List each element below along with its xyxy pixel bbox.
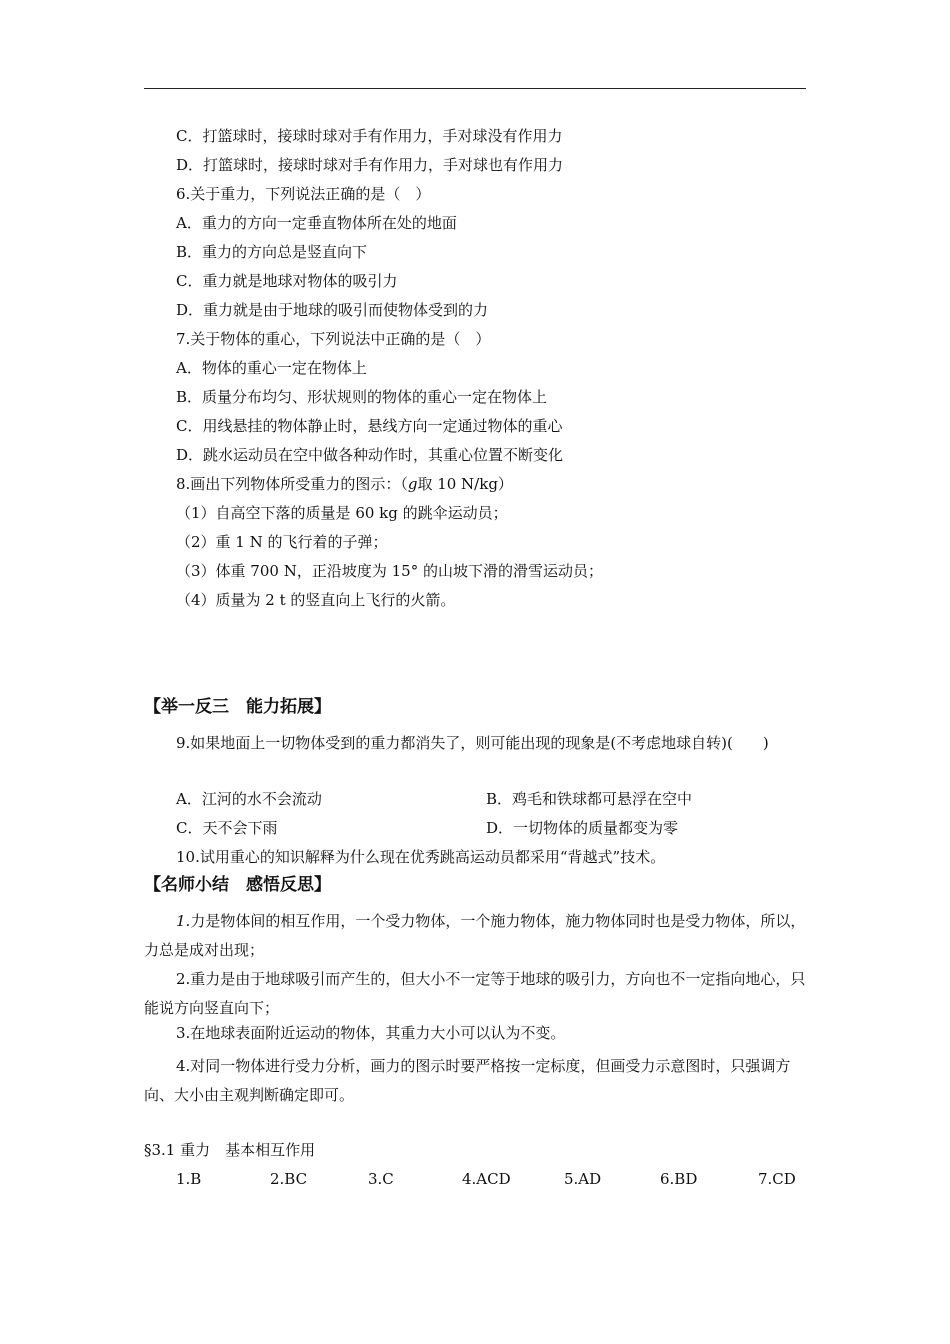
summary-point-3: 3.在地球表面附近运动的物体，其重力大小可以认为不变。 <box>176 1024 566 1042</box>
summary-point-4: 4.对同一物体进行受力分析，画力的图示时要严格按一定标度，但画受力示意图时，只强调方向、大小由主观判断确定即可。 <box>144 1057 791 1104</box>
q6-option-b: B．重力的方向总是竖直向下 <box>176 243 368 261</box>
section-heading-extend: 【举一反三 能力拓展】 <box>144 697 331 717</box>
q7-option-d: D．跳水运动员在空中做各种动作时，其重心位置不断变化 <box>176 446 564 464</box>
q6-option-d: D．重力就是由于地球的吸引而使物体受到的力 <box>176 301 489 319</box>
q6-stem: 6.关于重力，下列说法正确的是（ ） <box>176 185 431 203</box>
q5-option-c: C．打篮球时，接球时球对手有作用力，手对球没有作用力 <box>176 127 563 145</box>
summary-point-1-number: 1. <box>176 912 191 930</box>
q5-option-d: D．打篮球时，接球时球对手有作用力，手对球也有作用力 <box>176 156 564 174</box>
answers-title: §3.1 重力 基本相互作用 <box>144 1141 316 1159</box>
q6-option-a: A．重力的方向一定垂直物体所在处的地面 <box>176 214 457 232</box>
q9-option-c: C．天不会下雨 <box>176 819 278 837</box>
answer-item: 4.ACD <box>462 1170 511 1188</box>
answer-item: 3.C <box>368 1170 394 1188</box>
section-heading-summary: 【名师小结 感悟反思】 <box>144 875 331 895</box>
q8-subitem-1: （1）自高空下落的质量是 60 kg 的跳伞运动员； <box>176 504 508 522</box>
q7-stem: 7.关于物体的重心，下列说法中正确的是（ ） <box>176 330 491 348</box>
q9-option-b: B．鸡毛和铁球都可悬浮在空中 <box>486 790 693 808</box>
summary-point-1 <box>144 907 806 965</box>
q8-stem <box>176 474 513 494</box>
answer-item: 6.BD <box>660 1170 698 1188</box>
q9-option-a: A．江河的水不会流动 <box>176 790 322 808</box>
q7-option-b: B．质量分布均匀、形状规则的物体的重心一定在物体上 <box>176 388 548 406</box>
q8-subitem-4: （4）质量为 2 t 的竖直向上飞行的火箭。 <box>176 591 456 609</box>
q8-stem-g: g <box>407 475 418 493</box>
q8-subitem-3: （3）体重 700 N，正沿坡度为 15° 的山坡下滑的滑雪运动员； <box>176 562 603 580</box>
answer-item: 7.CD <box>758 1170 796 1188</box>
q10-stem: 10.试用重心的知识解释为什么现在优秀跳高运动员都采用“背越式”技术。 <box>176 848 666 866</box>
q8-stem-prefix: 8.画出下列物体所受重力的图示：（ <box>176 475 408 493</box>
answer-item: 1.B <box>176 1170 202 1188</box>
summary-point-2: 2.重力是由于地球吸引而产生的，但大小不一定等于地球的吸引力，方向也不一定指向地心，只能说方向竖直向下； <box>144 970 806 1017</box>
summary-point-1-text: 力是物体间的相互作用，一个受力物体，一个施力物体，施力物体同时也是受力物体，所以，力总是成对出现； <box>144 912 806 959</box>
q7-option-a: A．物体的重心一定在物体上 <box>176 359 367 377</box>
q8-subitem-2: （2）重 1 N 的飞行着的子弹； <box>176 533 388 551</box>
q8-stem-suffix: 取 10 N/kg） <box>417 475 513 493</box>
q6-option-c: C．重力就是地球对物体的吸引力 <box>176 272 398 290</box>
answer-item: 2.BC <box>270 1170 308 1188</box>
q9-option-d: D．一切物体的质量都变为零 <box>486 819 679 837</box>
q9-stem: 9.如果地面上一切物体受到的重力都消失了，则可能出现的现象是(不考虑地球自转)( ) <box>176 734 769 752</box>
answer-item: 5.AD <box>564 1170 602 1188</box>
q7-option-c: C．用线悬挂的物体静止时，悬线方向一定通过物体的重心 <box>176 417 563 435</box>
header-rule <box>144 88 806 89</box>
